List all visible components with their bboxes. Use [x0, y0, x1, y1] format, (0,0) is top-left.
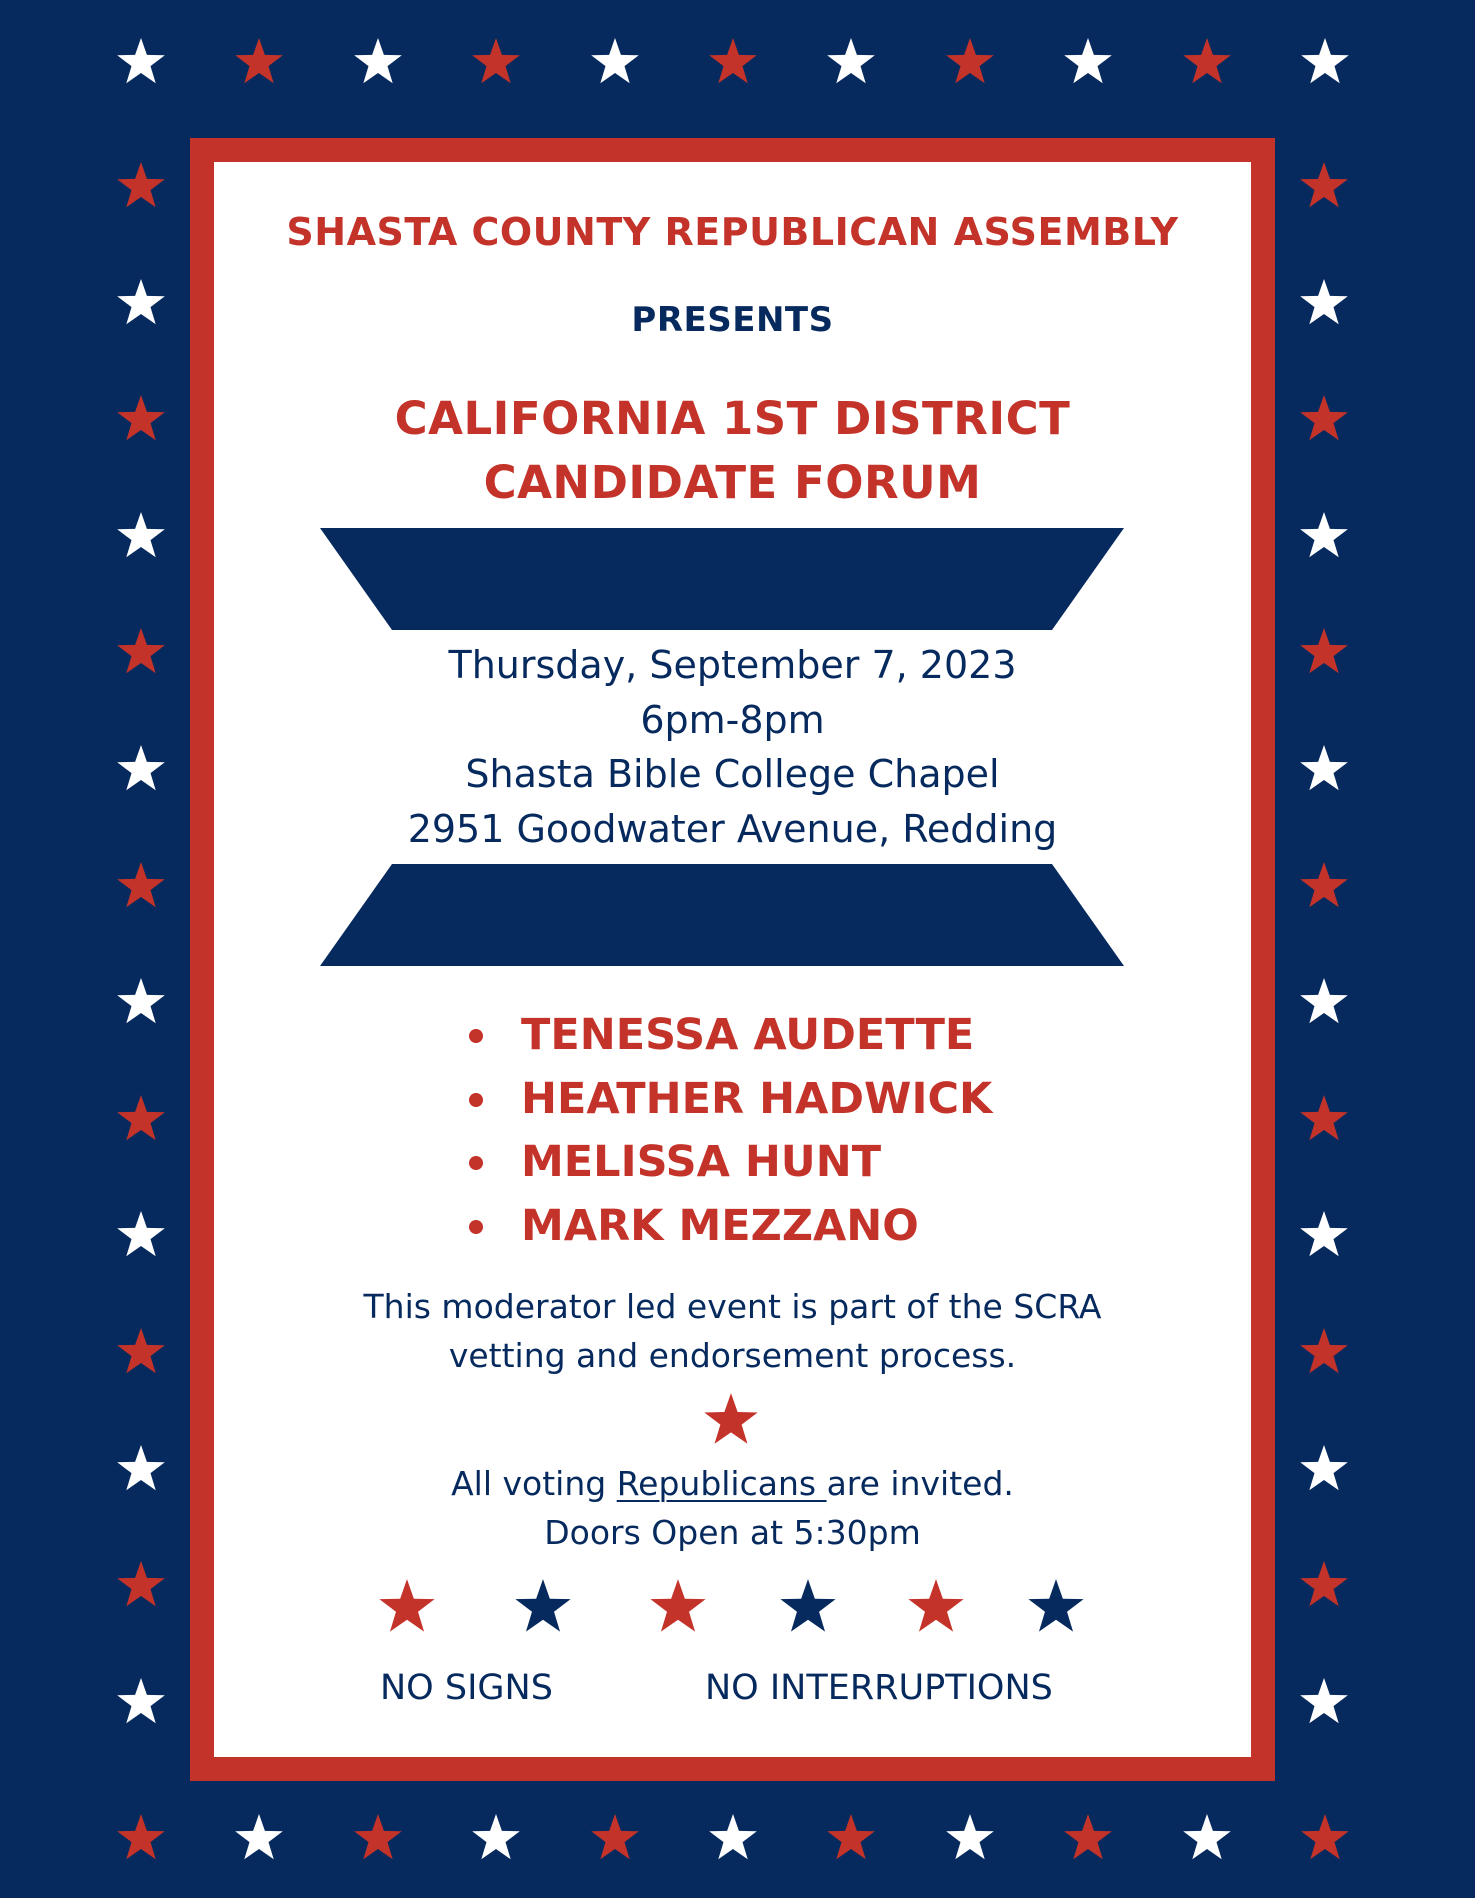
- star-icon: [1299, 1444, 1349, 1494]
- star-icon: [945, 1813, 995, 1863]
- star-icon: [1299, 627, 1349, 677]
- bullet-icon: [469, 1093, 483, 1107]
- star-icon: [1299, 977, 1349, 1027]
- star-icon: [590, 1813, 640, 1863]
- republicans-link[interactable]: Republicans: [616, 1464, 827, 1503]
- star-icon: [945, 37, 995, 87]
- star-icon: [708, 1813, 758, 1863]
- presents-label: PRESENTS: [631, 300, 834, 340]
- doors-open-text: Doors Open at 5:30pm: [544, 1513, 921, 1552]
- star-icon: [116, 861, 166, 911]
- star-icon: [116, 37, 166, 87]
- star-icon: [116, 1677, 166, 1727]
- star-icon: [116, 1560, 166, 1610]
- star-icon: [234, 1813, 284, 1863]
- event-note: [214, 1282, 1251, 1380]
- star-icon: [234, 37, 284, 87]
- rule-no-signs: NO SIGNS: [380, 1668, 553, 1708]
- star-icon: [826, 37, 876, 87]
- event-note-line-2: vetting and endorsement process.: [448, 1336, 1017, 1375]
- invitation-prefix: All voting: [451, 1464, 617, 1503]
- star-icon: [1063, 37, 1113, 87]
- star-icon: [1299, 1560, 1349, 1610]
- star-icon: [590, 37, 640, 87]
- star-icon: [116, 1094, 166, 1144]
- candidate-name: TENESSA AUDETTE: [521, 1010, 975, 1060]
- star-icon: [116, 511, 166, 561]
- star-icon: [116, 394, 166, 444]
- star-icon: [514, 1578, 572, 1636]
- bullet-icon: [469, 1220, 483, 1234]
- star-icon: [1182, 1813, 1232, 1863]
- invitation-line: [214, 1459, 1251, 1508]
- event-date: Thursday, September 7, 2023: [448, 643, 1017, 687]
- star-icon: [116, 744, 166, 794]
- star-icon: [1027, 1578, 1085, 1636]
- candidate-list: [469, 1004, 992, 1258]
- star-icon: [378, 1578, 436, 1636]
- flyer-card: [214, 162, 1251, 1757]
- event-time: 6pm-8pm: [640, 697, 825, 742]
- star-icon: [1299, 394, 1349, 444]
- bullet-icon: [469, 1029, 483, 1043]
- star-icon: [1300, 37, 1350, 87]
- banner-top: [320, 528, 1124, 630]
- event-venue: Shasta Bible College Chapel: [465, 752, 1000, 796]
- star-icon: [1299, 1677, 1349, 1727]
- candidate-item: [469, 1195, 992, 1259]
- star-icon: [907, 1578, 965, 1636]
- star-icon: [116, 627, 166, 677]
- star-icon: [471, 1813, 521, 1863]
- candidate-name: HEATHER HADWICK: [521, 1073, 993, 1124]
- banner-bottom: [320, 864, 1124, 966]
- event-note-line-1: This moderator led event is part of the SCRA: [363, 1287, 1102, 1326]
- candidate-item: [469, 1068, 992, 1132]
- star-icon: [708, 37, 758, 87]
- star-icon: [1299, 1094, 1349, 1144]
- invitation-suffix: are invited.: [826, 1464, 1014, 1503]
- star-icon: [116, 161, 166, 211]
- candidate-name: MARK MEZZANO: [521, 1200, 919, 1251]
- star-icon: [779, 1578, 837, 1636]
- candidate-name: MELISSA HUNT: [521, 1137, 882, 1187]
- star-icon: [353, 1813, 403, 1863]
- star-icon: [116, 1210, 166, 1260]
- invitation: [214, 1459, 1251, 1557]
- star-icon: [471, 37, 521, 87]
- star-icon: [116, 278, 166, 328]
- star-icon: [116, 1327, 166, 1377]
- event-details: [214, 638, 1251, 856]
- rule-no-interruptions: NO INTERRUPTIONS: [705, 1668, 1053, 1708]
- star-icon: [1299, 511, 1349, 561]
- event-title-line-1: CALIFORNIA 1ST DISTRICT: [394, 392, 1071, 445]
- event-title: [214, 387, 1251, 515]
- star-icon: [826, 1813, 876, 1863]
- candidate-item: [469, 1004, 992, 1068]
- star-icon: [1063, 1813, 1113, 1863]
- star-icon: [703, 1392, 759, 1448]
- star-icon: [1299, 1327, 1349, 1377]
- star-icon: [116, 977, 166, 1027]
- star-icon: [1299, 861, 1349, 911]
- star-icon: [116, 1813, 166, 1863]
- star-icon: [116, 1444, 166, 1494]
- event-title-line-2: CANDIDATE FORUM: [483, 456, 982, 509]
- star-icon: [1299, 161, 1349, 211]
- star-icon: [353, 37, 403, 87]
- star-icon: [1299, 278, 1349, 328]
- bullet-icon: [469, 1156, 483, 1170]
- star-icon: [1299, 744, 1349, 794]
- star-icon: [1299, 1210, 1349, 1260]
- star-icon: [1300, 1813, 1350, 1863]
- event-address: 2951 Goodwater Avenue, Redding: [407, 806, 1058, 851]
- star-icon: [1182, 37, 1232, 87]
- organization-name: SHASTA COUNTY REPUBLICAN ASSEMBLY: [286, 210, 1179, 254]
- candidate-item: [469, 1131, 992, 1195]
- star-icon: [649, 1578, 707, 1636]
